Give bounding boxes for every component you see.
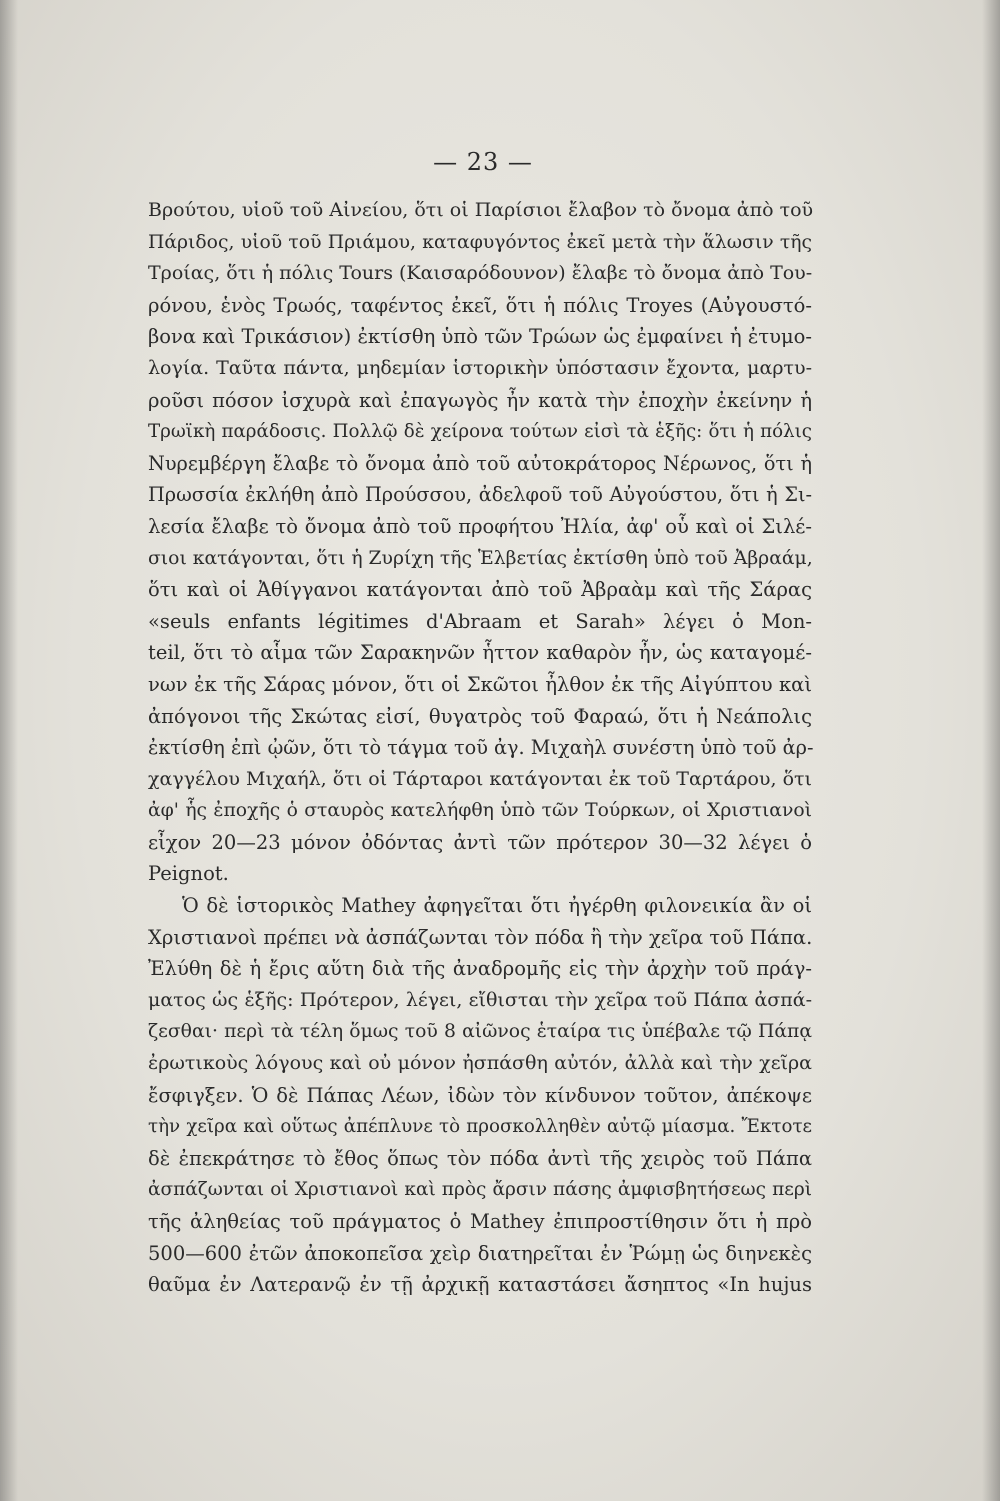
text-line: λεσία ἔλαβε τὸ ὄνομα ἀπὸ τοῦ προφήτου Ἠλία, ἀφ' οὗ καὶ οἱ Σιλέ- [148,514,812,538]
text-line: teil, ὅτι τὸ αἷμα τῶν Σαρακηνῶν ἧττον καθαρὸν ἦν, ὡς καταγομέ- [148,641,812,665]
body-text [148,195,812,1301]
text-line: θαῦμα ἐν Λατερανῷ ἐν τῇ ἀρχικῇ καταστάσει ἄσηπτος «In hujus [148,1273,812,1297]
page-edge-shadow-right [982,0,1000,1501]
text-line: ὅτι καὶ οἱ Ἀθίγγανοι κατάγονται ἀπὸ τοῦ Ἀβραὰμ καὶ τῆς Σάρας [148,578,812,602]
text-line: Ὁ δὲ ἱστορικὸς Mathey ἀφηγεῖται ὅτι ἠγέρθη φιλονεικία ἂν οἱ [182,894,812,918]
text-line: τῆς ἀληθείας τοῦ πράγματος ὁ Mathey ἐπιπροστίθησιν ὅτι ἡ πρὸ [148,1210,812,1233]
text-line: Τροίας, ὅτι ἡ πόλις Tours (Καισαρόδουνον) ἔλαβε τὸ ὄνομα ἀπὸ Του- [148,262,813,285]
text-line: ρόνου, ἑνὸς Τρωός, ταφέντος ἐκεῖ, ὅτι ἡ πόλις Troyes (Αὐγουστό- [148,293,812,317]
text-line: Χριστιανοὶ πρέπει νὰ ἀσπάζωνται τὸν πόδα ἢ τὴν χεῖρα τοῦ Πάπα. [148,925,813,949]
text-line: Peignot. [148,862,229,886]
text-line: ἀπόγονοι τῆς Σκώτας εἰσί, θυγατρὸς τοῦ Φαραώ, ὅτι ἡ Νεάπολις [148,704,812,728]
page-edge-shadow-left [0,0,18,1501]
text-line: Νυρεμβέργη ἔλαβε τὸ ὄνομα ἀπὸ τοῦ αὐτοκράτορος Νέρωνος, ὅτι ἡ [148,451,812,475]
text-line: βονα καὶ Τρικάσιον) ἐκτίσθη ὑπὸ τῶν Τρώων ὡς ἐμφαίνει ἡ ἐτυμο- [148,325,812,349]
text-line: ἀσπάζωνται οἱ Χριστιανοὶ καὶ πρὸς ἄρσιν πάσης ἀμφισβητήσεως περὶ [148,1179,812,1201]
text-line: ροῦσι πόσον ἰσχυρὰ καὶ ἐπαγωγὸς ἦν κατὰ τὴν ἐποχὴν ἐκείνην ἡ [148,388,812,412]
text-line: Πάριδος, υἱοῦ τοῦ Πριάμου, καταφυγόντος ἐκεῖ μετὰ τὴν ἅλωσιν τῆς [148,231,812,253]
text-line: ἐρωτικοὺς λόγους καὶ οὐ μόνον ἠσπάσθη αὐτόν, ἀλλὰ καὶ τὴν χεῖρα [148,1052,812,1075]
text-line: λογία. Ταῦτα πάντα, μηδεμίαν ἱστορικὴν ὑπόστασιν ἔχοντα, μαρτυ- [148,356,812,379]
text-line: εἶχον 20—23 μόνον ὀδόντας ἀντὶ τῶν πρότερον 30—32 λέγει ὁ [148,830,812,854]
text-line: Ἐλύθη δὲ ἡ ἔρις αὕτη διὰ τῆς ἀναδρομῆς εἰς τὴν ἀρχὴν τοῦ πράγ- [148,957,812,981]
text-line: ματος ὡς ἑξῆς: Πρότερον, λέγει, εἴθισται τὴν χεῖρα τοῦ Πάπα ἀσπά- [148,988,812,1011]
text-line: 500—600 ἐτῶν ἀποκοπεῖσα χεὶρ διατηρεῖται ἐν Ῥώμῃ ὡς διηνεκὲς [148,1241,812,1265]
text-line: ἐκτίσθη ἐπὶ ᾠῶν, ὅτι τὸ τάγμα τοῦ ἀγ. Μιχαὴλ συνέστη ὑπὸ τοῦ ἀρ- [148,736,814,760]
text-line: σιοι κατάγονται, ὅτι ἡ Ζυρίχη τῆς Ἑλβετίας ἐκτίσθη ὑπὸ τοῦ Ἀβραάμ, [148,547,813,569]
text-line: Τρωϊκὴ παράδοσις. Πολλῷ δὲ χείρονα τούτων εἰσὶ τὰ ἑξῆς: ὅτι ἡ πόλις [148,421,812,443]
text-line: χαγγέλου Μιχαήλ, ὅτι οἱ Τάρταροι κατάγονται ἐκ τοῦ Ταρτάρου, ὅτι [148,767,812,790]
text-line: τὴν χεῖρα καὶ οὕτως ἀπέπλυνε τὸ προσκολληθὲν αὐτῷ μίασμα. Ἔκτοτε [148,1116,812,1138]
text-line: δὲ ἐπεκράτησε τὸ ἔθος ὅπως τὸν πόδα ἀντὶ τῆς χειρὸς τοῦ Πάπα [148,1146,812,1170]
text-line: ἀφ' ἧς ἐποχῆς ὁ σταυρὸς κατελήφθη ὑπὸ τῶν Τούρκων, οἱ Χριστιανοὶ [148,800,812,822]
text-line: «seuls enfants légitimes d'Abraam et Sarah» λέγει ὁ Mon- [148,609,812,633]
page-number: — 23 — [433,148,533,176]
text-line: ζεσθαι· περὶ τὰ τέλη ὅμως τοῦ 8 αἰῶνος ἑταίρα τις ὑπέβαλε τῷ Πάπᾳ [148,1021,812,1043]
text-line: Πρωσσία ἐκλήθη ἀπὸ Προύσσου, ἀδελφοῦ τοῦ Αὐγούστου, ὅτι ἡ Σι- [148,483,812,507]
text-line: νων ἐκ τῆς Σάρας μόνον, ὅτι οἱ Σκῶτοι ἦλθον ἐκ τῆς Αἰγύπτου καὶ [148,672,812,696]
text-line: ἔσφιγξεν. Ὁ δὲ Πάπας Λέων, ἰδὼν τὸν κίνδυνον τοῦτον, ἀπέκοψε [148,1083,812,1107]
text-line: Βρούτου, υἱοῦ τοῦ Αἰνείου, ὅτι οἱ Παρίσιοι ἔλαβον τὸ ὄνομα ἀπὸ τοῦ [148,199,814,221]
